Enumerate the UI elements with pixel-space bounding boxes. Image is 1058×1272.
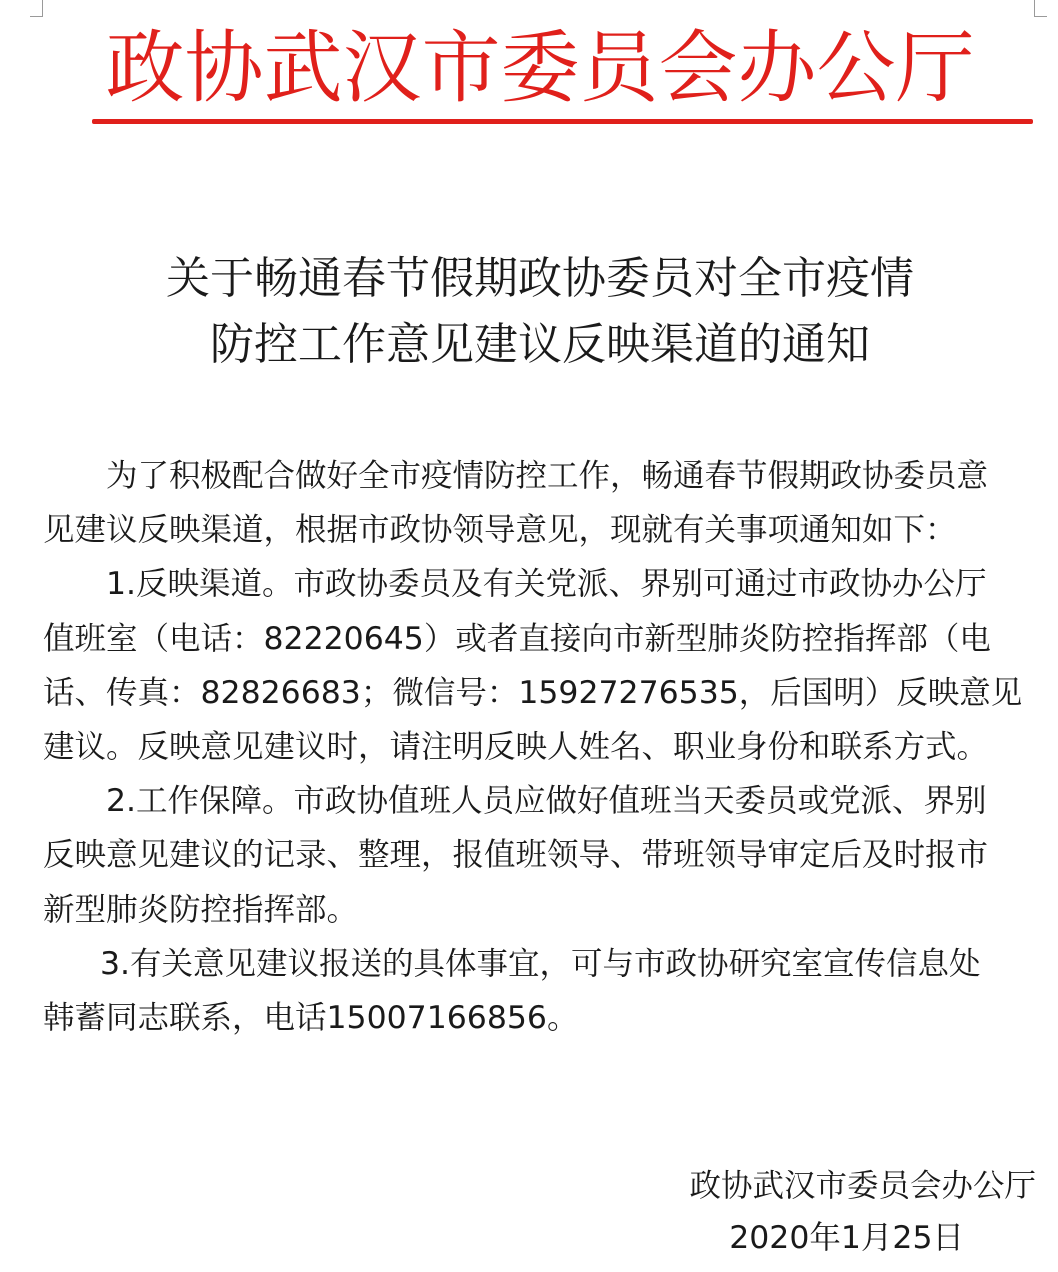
masthead-red-rule bbox=[92, 119, 1033, 124]
signature-block bbox=[616, 1160, 1036, 1264]
signature-date: 2020年1月25日 bbox=[729, 1220, 964, 1256]
body-line: 话、传真：82826683；微信号：15927276535，后国明）反映意见 bbox=[43, 674, 1023, 711]
body-line: 韩蓄同志联系，电话15007166856。 bbox=[43, 1000, 579, 1037]
body-line: 2.工作保障。市政协值班人员应做好值班当天委员或党派、界别 bbox=[106, 783, 987, 820]
body-line: 为了积极配合做好全市疫情防控工作，畅通春节假期政协委员意 bbox=[106, 458, 989, 494]
document-title bbox=[40, 246, 1040, 378]
body-line: 建议。反映意见建议时，请注明反映人姓名、职业身份和联系方式。 bbox=[43, 729, 989, 766]
document-title-line-1: 关于畅通春节假期政协委员对全市疫情 bbox=[166, 253, 914, 304]
page-corner-mark-right bbox=[1034, 0, 1047, 17]
document-title-line-2: 防控工作意见建议反映渠道的通知 bbox=[210, 319, 870, 370]
masthead-org-name: 政协武汉市委员会办公厅 bbox=[105, 22, 975, 114]
body-line: 反映意见建议的记录、整理，报值班领导、带班领导审定后及时报市 bbox=[43, 837, 989, 874]
body-line: 见建议反映渠道，根据市政协领导意见，现就有关事项通知如下： bbox=[43, 512, 957, 549]
body-line: 新型肺炎防控指挥部。 bbox=[43, 891, 359, 928]
body-line: 1.反映渠道。市政协委员及有关党派、界别可通过市政协办公厅 bbox=[106, 566, 987, 603]
body-line: 3.有关意见建议报送的具体事宜，可与市政协研究室宣传信息处 bbox=[100, 945, 981, 982]
document-body bbox=[43, 449, 1033, 1045]
signature-org: 政协武汉市委员会办公厅 bbox=[689, 1168, 1036, 1204]
page-corner-mark-left bbox=[30, 0, 43, 17]
body-line: 值班室（电话：82220645）或者直接向市新型肺炎防控指挥部（电 bbox=[43, 620, 991, 657]
